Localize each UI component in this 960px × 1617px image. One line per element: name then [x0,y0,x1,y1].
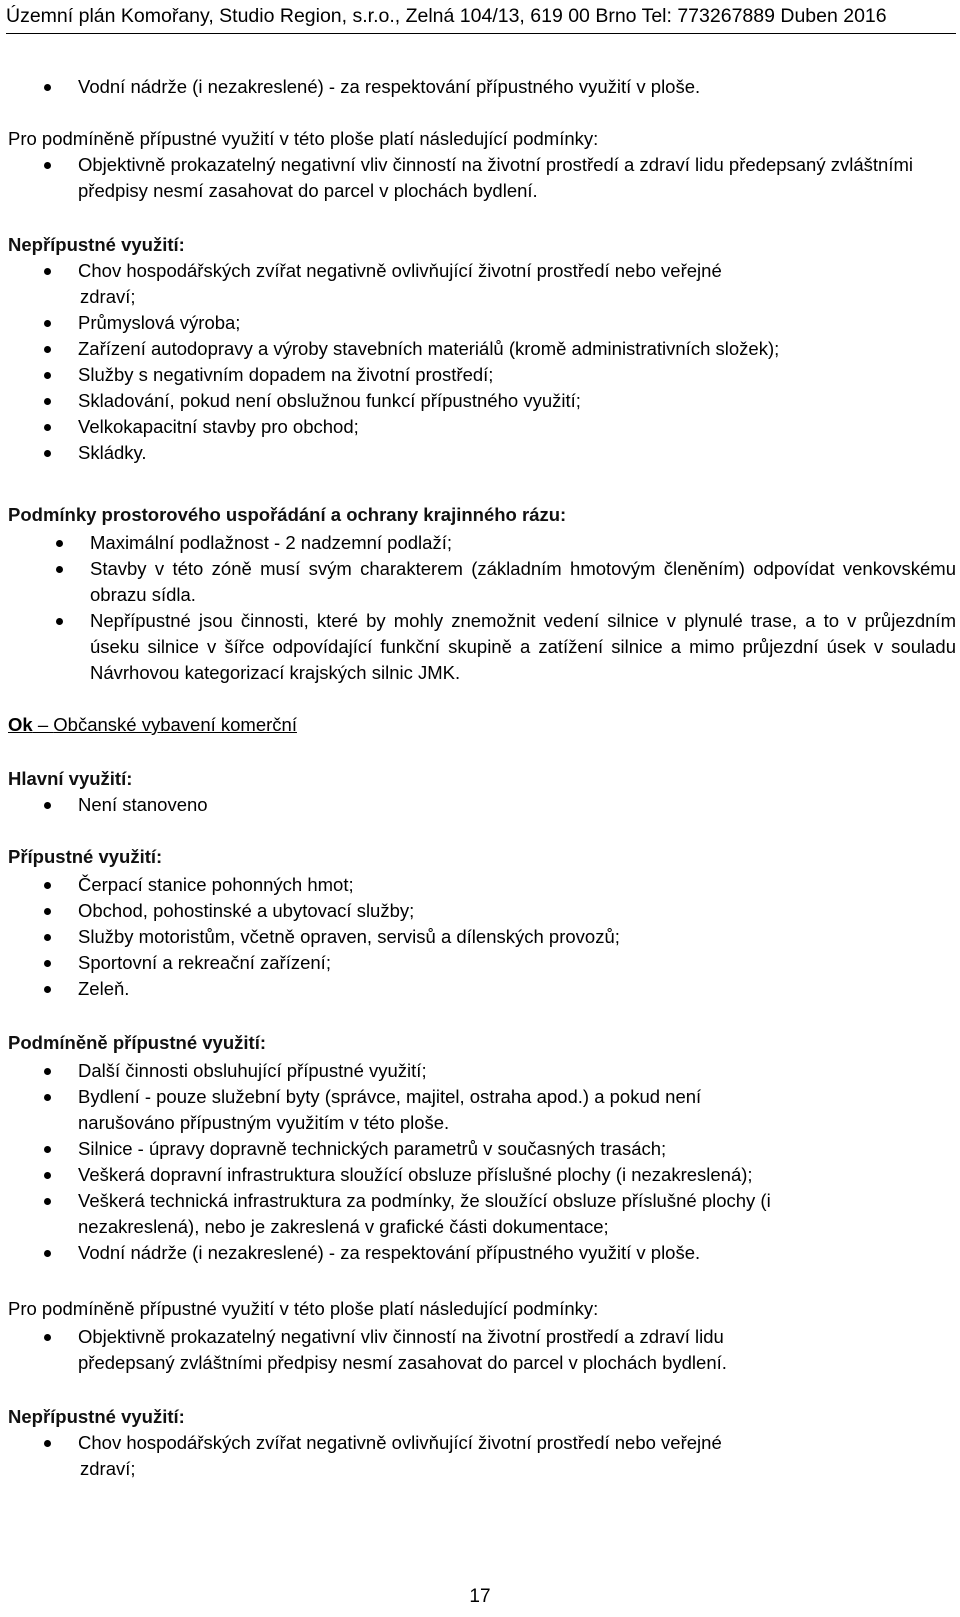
bullet-icon [44,1198,51,1205]
page-number: 17 [469,1586,491,1607]
list-item: Chov hospodářských zvířat negativně ovlivňující životní prostředí nebo veřejné zdraví; [8,1430,958,1482]
bullet-icon [44,960,51,967]
conditional-heading: Podmíněně přípustné využití: [8,1032,266,1053]
list-item: Sportovní a rekreační zařízení; [8,950,958,976]
bullet-icon [44,1250,51,1257]
forbidden-heading-2: Nepřípustné využití: [8,1406,185,1427]
section-name: Občanské vybavení komerční [53,714,297,735]
top-list [8,74,958,100]
bullet-icon [44,1334,51,1341]
list-item: Služby motoristům, včetně opraven, servisů a dílenských provozů; [8,924,958,950]
main-use-heading: Hlavní využití: [8,768,133,789]
forbidden-list [8,258,958,466]
list-item: Další činnosti obsluhující přípustné využití; [8,1058,958,1084]
section-code: Ok [8,714,33,735]
list-item: Silnice - úpravy dopravně technických parametrů v současných trasách; [8,1136,958,1162]
permitted-heading: Přípustné využití: [8,846,163,867]
bullet-icon [56,566,63,573]
bullet-icon [44,1068,51,1075]
conditions-list [8,152,958,204]
list-item: Nepřípustné jsou činnosti, které by mohly znemožnit vedení silnice v plynulé trase, a to v průjezdním úseku silnice v šířce odpovídající funkční skupině a zatížení silnice a mimo průjezdní úsek v souladu Návrhovou kategorizací krajských silnic JMK. [8,608,956,686]
list-item: Vodní nádrže (i nezakreslené) - za respektování přípustného využití v ploše. [8,1240,958,1266]
list-item: Objektivně prokazatelný negativní vliv činností na životní prostředí a zdraví lidu předepsaný zvláštními předpisy nesmí zasahovat do parcel v plochách bydlení. [8,152,958,204]
list-item: Velkokapacitní stavby pro obchod; [8,414,958,440]
list-item: Chov hospodářských zvířat negativně ovlivňující životní prostředí nebo veřejné zdraví; [8,258,958,310]
bullet-icon [44,934,51,941]
conditions-intro-2: Pro podmíněně přípustné využití v této ploše platí následující podmínky: [8,1298,599,1319]
bullet-icon [56,540,63,547]
page-header: Územní plán Komořany, Studio Region, s.r.o., Zelná 104/13, 619 00 Brno Tel: 773267889 Duben 2016 [6,4,956,28]
list-item: Není stanoveno [8,792,958,818]
bullet-icon [44,882,51,889]
list-item: Stavby v této zóně musí svým charakterem (základním hmotovým členěním) odpovídat venkovskému obrazu sídla. [8,556,956,608]
list-item: Zařízení autodopravy a výroby stavebních materiálů (kromě administrativních složek); [8,336,958,362]
conditions-list-2 [8,1324,958,1376]
list-item: Vodní nádrže (i nezakreslené) - za respektování přípustného využití v ploše. [8,74,958,100]
bullet-icon [44,802,51,809]
bullet-icon [44,346,51,353]
list-item: Maximální podlažnost - 2 nadzemní podlaží; [8,530,956,556]
list-item: Skládky. [8,440,958,466]
spatial-list [8,530,956,686]
bullet-icon [44,162,51,169]
main-use-list [8,792,958,818]
list-item: Obchod, pohostinské a ubytovací služby; [8,898,958,924]
bullet-icon [44,1146,51,1153]
bullet-icon [44,986,51,993]
forbidden-list-2 [8,1430,958,1482]
list-item: Veškerá technická infrastruktura za podmínky, že sloužící obsluze příslušné plochy (i nezakreslená), nebo je zakreslená v grafické části dokumentace; [8,1188,958,1240]
list-item: Veškerá dopravní infrastruktura sloužící obsluze příslušné plochy (i nezakreslená); [8,1162,958,1188]
list-item: Služby s negativním dopadem na životní prostředí; [8,362,958,388]
conditions-intro: Pro podmíněně přípustné využití v této ploše platí následující podmínky: [8,128,599,149]
bullet-icon [44,908,51,915]
bullet-icon [44,1172,51,1179]
conditional-list [8,1058,958,1266]
bullet-icon [44,450,51,457]
bullet-icon [44,398,51,405]
permitted-list [8,872,958,1002]
bullet-icon [44,84,51,91]
list-item: Zeleň. [8,976,958,1002]
list-item: Čerpací stanice pohonných hmot; [8,872,958,898]
list-item: Bydlení - pouze služební byty (správce, majitel, ostraha apod.) a pokud není narušováno přípustným využitím v této ploše. [8,1084,958,1136]
forbidden-heading: Nepřípustné využití: [8,234,185,255]
spatial-heading: Podmínky prostorového uspořádání a ochrany krajinného rázu: [8,504,567,525]
bullet-icon [44,1440,51,1447]
bullet-icon [44,1094,51,1101]
list-item: Objektivně prokazatelný negativní vliv činností na životní prostředí a zdraví lidu předepsaný zvláštními předpisy nesmí zasahovat do parcel v plochách bydlení. [8,1324,958,1376]
bullet-icon [44,268,51,275]
bullet-icon [44,320,51,327]
list-item: Průmyslová výroba; [8,310,958,336]
bullet-icon [44,372,51,379]
section-title [8,712,297,738]
section-dash: – [32,714,54,735]
list-item: Skladování, pokud není obslužnou funkcí přípustného využití; [8,388,958,414]
bullet-icon [56,618,63,625]
bullet-icon [44,424,51,431]
